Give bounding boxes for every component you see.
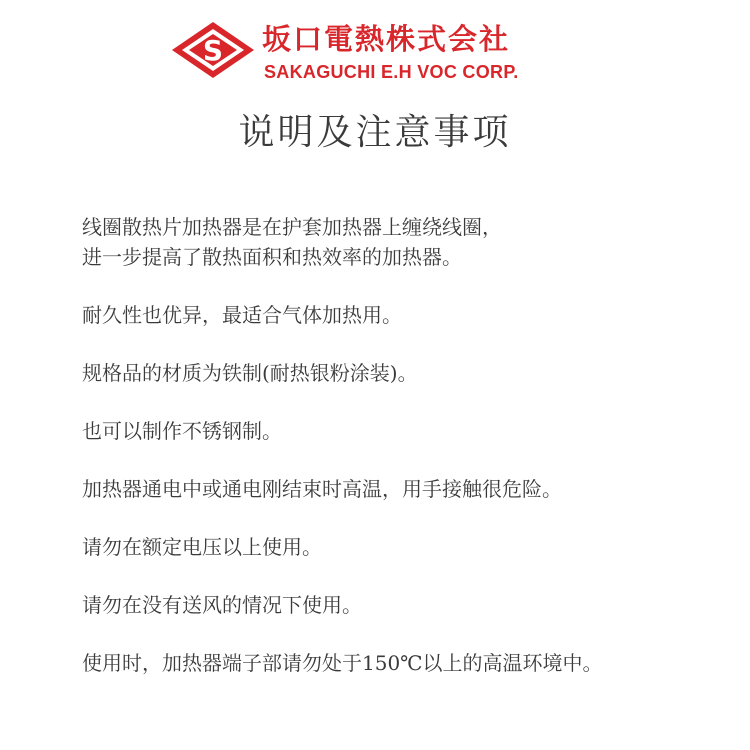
svg-text:S: S	[202, 34, 224, 67]
note-line: 请勿在额定电压以上使用。	[82, 535, 322, 559]
note-line: 线圈散热片加热器是在护套加热器上缠绕线圈，	[82, 215, 502, 239]
company-header	[170, 18, 580, 86]
note-line: 加热器通电中或通电刚结束时高温，用手接触很危险。	[82, 477, 562, 501]
note-line: 也可以制作不锈钢制。	[82, 419, 282, 443]
note-line: 耐久性也优异，最适合气体加热用。	[82, 303, 402, 327]
note-item	[82, 590, 732, 620]
note-line: 使用时，加热器端子部请勿处于150℃以上的高温环境中。	[82, 651, 603, 675]
company-name-en: SAKAGUCHI E.H VOC CORP.	[264, 62, 519, 82]
note-item	[82, 300, 732, 330]
note-line: 规格品的材质为铁制(耐热银粉涂装)。	[82, 361, 418, 385]
note-line: 进一步提高了散热面积和热效率的加热器。	[82, 245, 462, 269]
note-line: 请勿在没有送风的情况下使用。	[82, 593, 362, 617]
note-item	[82, 416, 732, 446]
company-name-cn: 坂口電熱株式会社	[262, 22, 511, 56]
note-item	[82, 358, 732, 388]
note-item	[82, 532, 732, 562]
note-item	[82, 212, 732, 272]
notes-list	[82, 212, 732, 706]
note-item	[82, 648, 732, 678]
sakaguchi-s-diamond-logo-icon	[170, 20, 256, 80]
note-item	[82, 474, 732, 504]
page-title: 说明及注意事项	[238, 112, 512, 153]
